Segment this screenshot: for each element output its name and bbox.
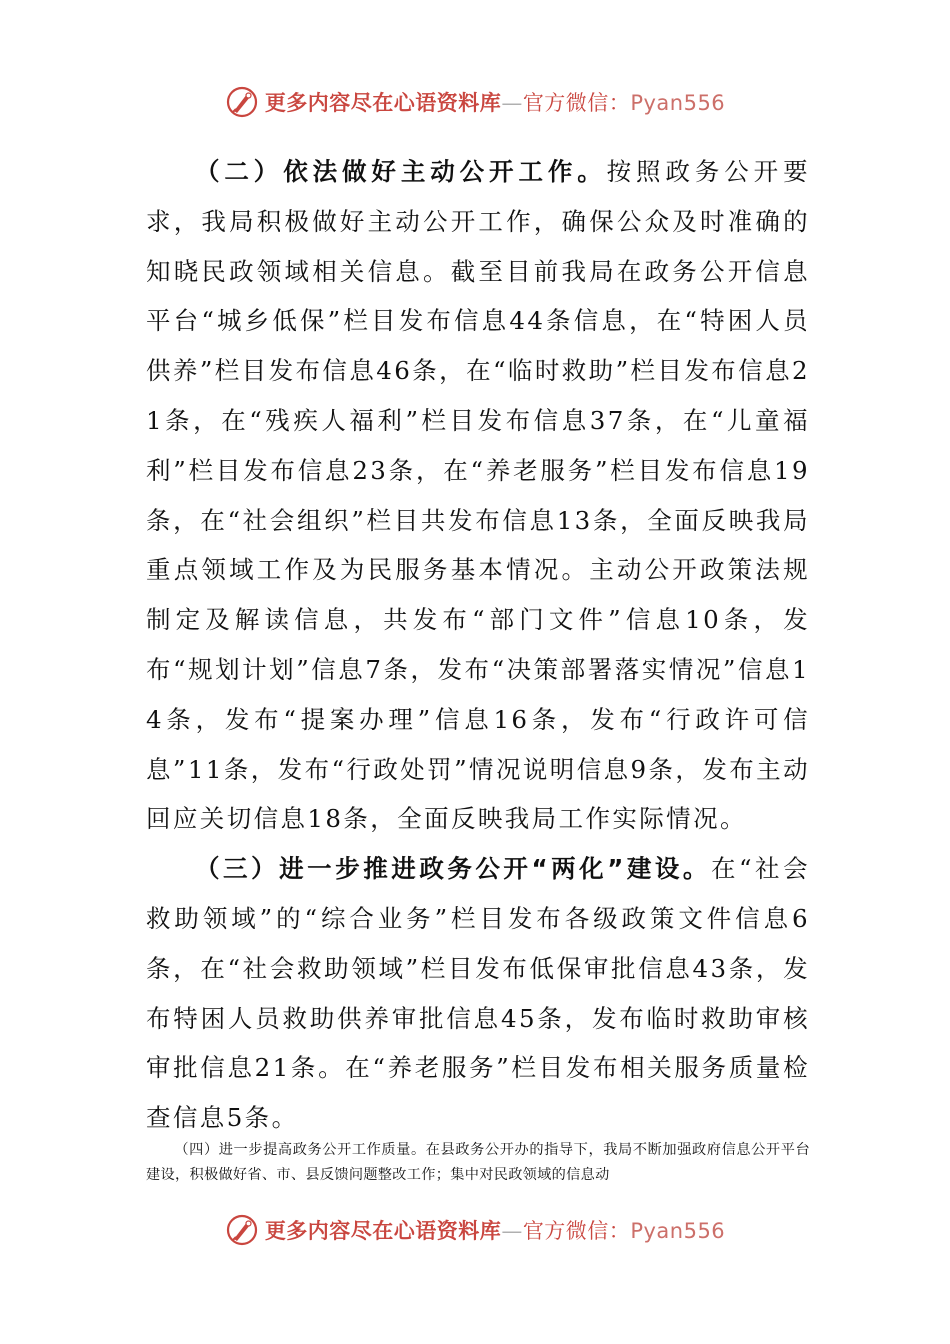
quill-pen-logo-icon <box>225 1213 259 1247</box>
header-wechat-id: Pyan556 <box>630 91 726 115</box>
section-3-heading: （三）进一步推进政务公开“两化”建设。 <box>195 854 711 884</box>
section-4-text: （四）进一步提高政务公开工作质量。在县政务公开办的指导下，我局不断加强政府信息公开平台建设，积极做好省、市、县反馈问题整改工作；集中对民政领域的信息动 <box>146 1142 810 1183</box>
paragraph-section-3 <box>146 844 810 1143</box>
paragraph-section-2 <box>146 147 810 844</box>
header-banner-text <box>265 87 725 117</box>
header-brand: 更多内容尽在心语资料库 <box>264 91 502 115</box>
header-wechat-label: 官方微信： <box>522 91 631 115</box>
page-header-banner <box>0 80 950 124</box>
footer-separator: — <box>501 1219 523 1243</box>
quill-pen-logo-icon <box>225 85 259 119</box>
document-body <box>146 147 810 1143</box>
section-2-heading: （二）依法做好主动公开工作。 <box>195 157 607 186</box>
header-separator: — <box>501 91 523 115</box>
footer-banner-text <box>265 1215 725 1245</box>
footer-brand: 更多内容尽在心语资料库 <box>264 1219 502 1243</box>
footer-wechat-id: Pyan556 <box>630 1219 726 1243</box>
paragraph-section-4 <box>146 1138 810 1188</box>
section-3-body: 在“社会救助领域”的“综合业务”栏目发布各级政策文件信息6条，在“社会救助领域”栏目发布低保审批信息43条，发布特困人员救助供养审批信息45条，发布临时救助审核审批信息21条。在“养老服务”栏目发布相关服务质量检查信息5条。 <box>146 854 810 1133</box>
footer-wechat-label: 官方微信： <box>522 1219 631 1243</box>
page-footer-banner <box>0 1208 950 1252</box>
section-2-body: 按照政务公开要求，我局积极做好主动公开工作，确保公众及时准确的知晓民政领域相关信息。截至目前我局在政务公开信息平台“城乡低保”栏目发布信息44条信息，在“特困人员供养”栏目发布信息46条，在“临时救助”栏目发布信息21条，在“残疾人福利”栏目发布信息37条，在“儿童福利”栏目发布信息23条，在“养老服务”栏目发布信息19条，在“社会组织”栏目共发布信息13条，全面反映我局重点领域工作及为民服务基本情况。主动公开政策法规制定及解读信息，共发布“部门文件”信息10条，发布“规划计划”信息7条，发布“决策部署落实情况”信息14条，发布“提案办理”信息16条，发布“行政许可信息”11条，发布“行政处罚”情况说明信息9条，发布主动回应关切信息18条，全面反映我局工作实际情况。 <box>146 157 810 834</box>
